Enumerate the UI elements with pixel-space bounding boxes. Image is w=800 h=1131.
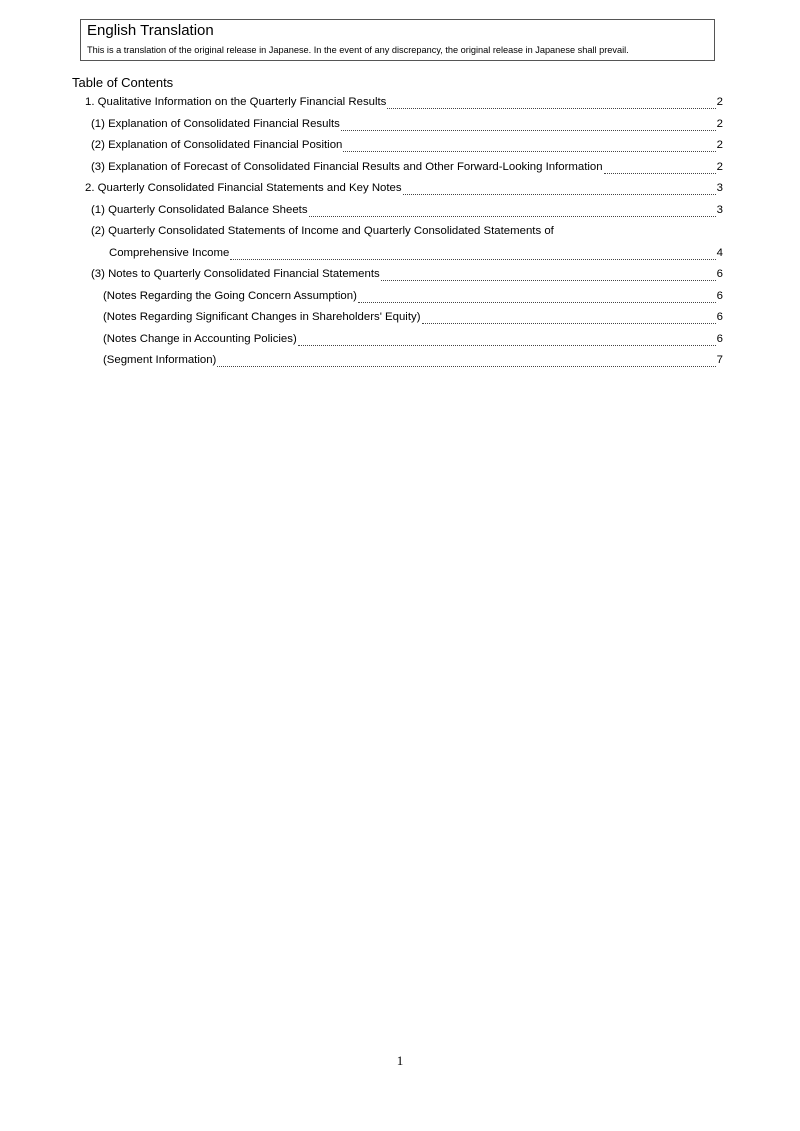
toc-entry-label: 1. Qualitative Information on the Quarterly Financial Results — [85, 96, 387, 108]
dot-leader — [217, 356, 715, 367]
toc-entry-label: (1) Explanation of Consolidated Financial Results — [91, 118, 340, 130]
dot-leader — [309, 206, 716, 217]
toc-entry[interactable] — [103, 332, 723, 346]
toc-entry-page: 2 — [716, 118, 723, 130]
toc-heading: Table of Contents — [72, 75, 174, 90]
toc-entry-page: 6 — [716, 290, 723, 302]
toc-entry-page: 3 — [716, 204, 723, 216]
toc-entry[interactable] — [91, 267, 723, 281]
toc-entry[interactable] — [91, 203, 723, 217]
dot-leader — [422, 313, 716, 324]
toc-entry-label: (3) Explanation of Forecast of Consolidated Financial Results and Other Forward-Looking Information — [91, 161, 603, 173]
toc-entry[interactable] — [91, 117, 723, 131]
toc-entry[interactable] — [109, 246, 723, 260]
toc-entry-label[interactable]: (2) Quarterly Consolidated Statements of Income and Quarterly Consolidated Statements of — [91, 225, 554, 237]
toc-entry-label: (3) Notes to Quarterly Consolidated Financial Statements — [91, 268, 380, 280]
dot-leader — [343, 141, 715, 152]
dot-leader — [358, 292, 716, 303]
toc-entry[interactable] — [103, 310, 723, 324]
toc-entry-page: 2 — [716, 139, 723, 151]
toc-entry[interactable] — [85, 95, 723, 109]
toc-entry[interactable] — [103, 353, 723, 367]
page-number: 1 — [396, 1053, 404, 1068]
dot-leader — [381, 270, 716, 281]
dot-leader — [298, 335, 716, 346]
toc-entry[interactable] — [85, 181, 723, 195]
toc-entry-label: (Notes Regarding Significant Changes in Shareholders' Equity) — [103, 311, 421, 323]
translation-disclaimer: This is a translation of the original release in Japanese. In the event of any discrepancy, the original release in Japanese shall prevail. — [87, 45, 629, 55]
toc-entry-page: 6 — [716, 333, 723, 345]
dot-leader — [604, 163, 716, 174]
toc-entry-page: 7 — [716, 354, 723, 366]
toc-entry[interactable] — [103, 289, 723, 303]
toc-entry[interactable] — [91, 138, 723, 152]
toc-entry[interactable] — [91, 160, 723, 174]
toc-entry-page: 2 — [716, 96, 723, 108]
toc-entry-page: 6 — [716, 311, 723, 323]
toc-entry-label: (2) Explanation of Consolidated Financial Position — [91, 139, 343, 151]
translation-title: English Translation — [87, 22, 214, 39]
toc-entry-label: (Notes Regarding the Going Concern Assumption) — [103, 290, 357, 302]
toc-entry-page: 6 — [716, 268, 723, 280]
toc-entry-label: (1) Quarterly Consolidated Balance Sheets — [91, 204, 308, 216]
toc-entry-label: (Segment Information) — [103, 354, 217, 366]
toc-entry-page: 2 — [716, 161, 723, 173]
dot-leader — [341, 120, 716, 131]
dot-leader — [403, 184, 716, 195]
toc-entry-label: (Notes Change in Accounting Policies) — [103, 333, 297, 345]
toc-entry-label-continued: Comprehensive Income — [109, 247, 230, 259]
dot-leader — [230, 249, 715, 260]
translation-notice-box — [80, 19, 715, 61]
toc-entry-page: 4 — [716, 247, 723, 259]
toc-entry-page: 3 — [716, 182, 723, 194]
toc-entry-label: 2. Quarterly Consolidated Financial Statements and Key Notes — [85, 182, 402, 194]
dot-leader — [387, 98, 715, 109]
